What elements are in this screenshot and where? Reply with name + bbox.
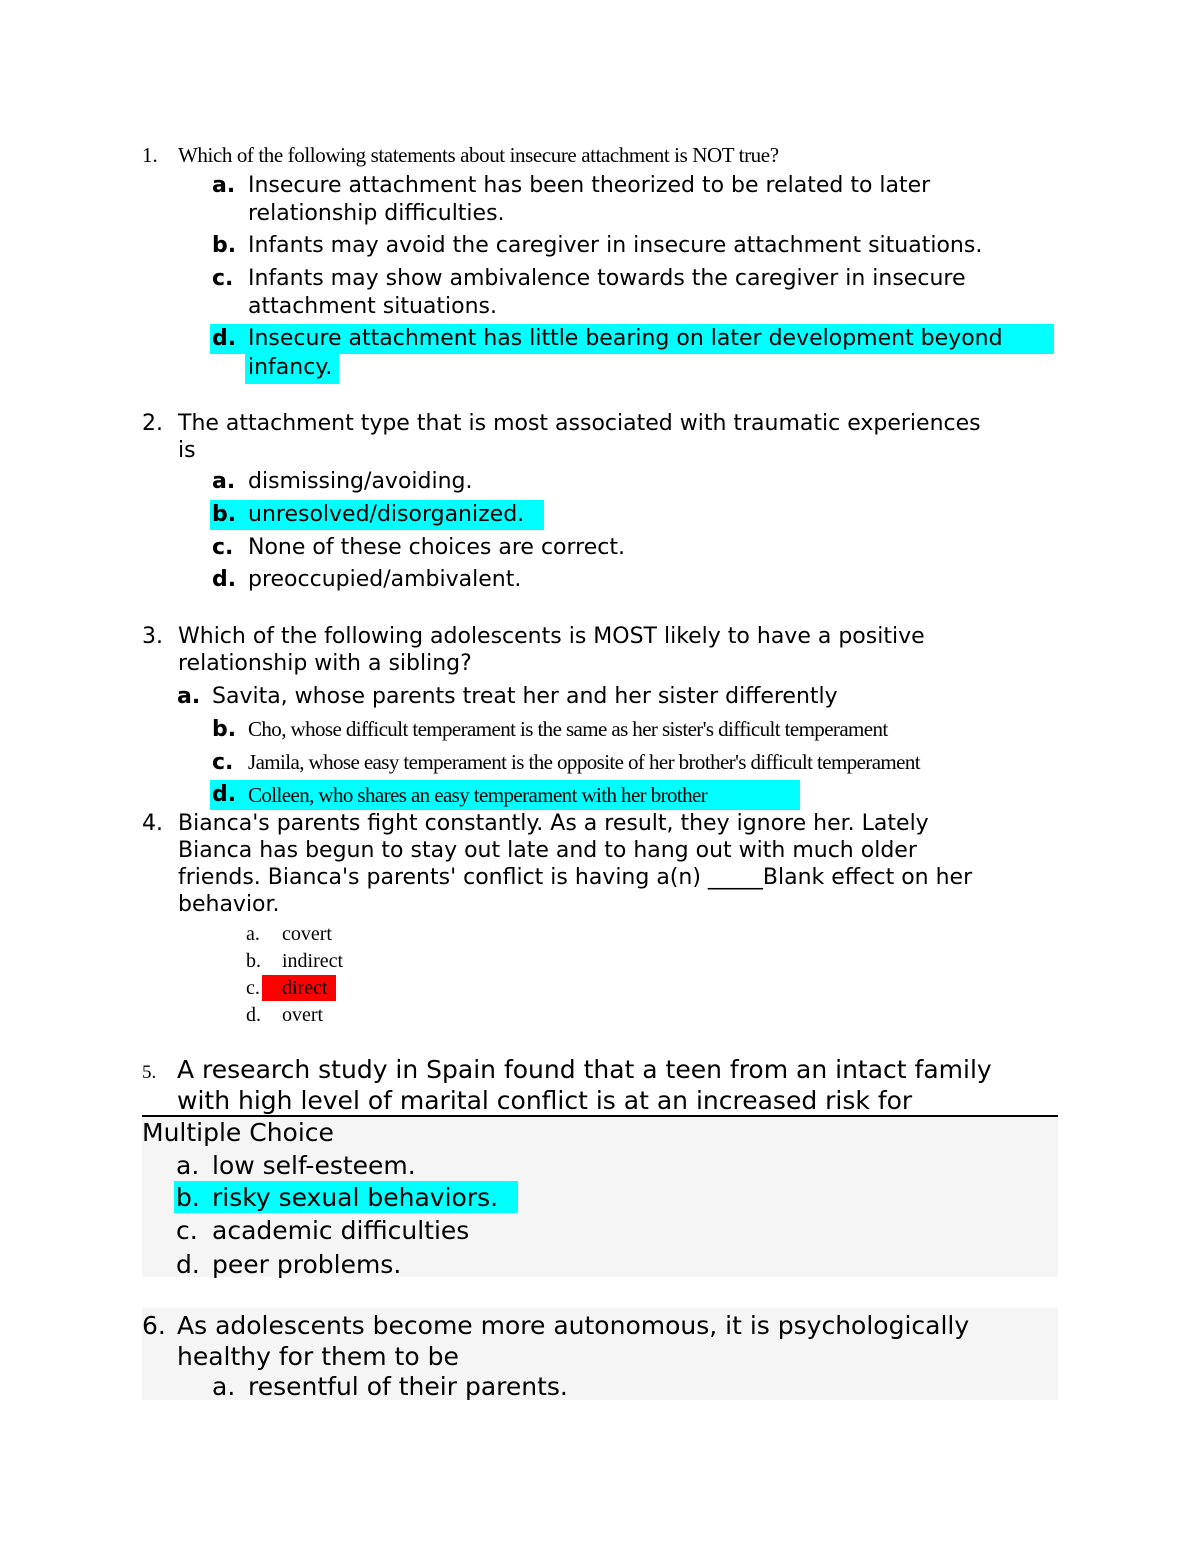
q3-option-d-letter: d. (212, 782, 237, 807)
q4-option-c-text: direct (282, 977, 328, 999)
q1-option-b-letter: b. (212, 233, 237, 258)
q4-option-b-letter: b. (246, 950, 261, 972)
question-4-number: 4. (142, 811, 163, 836)
q5-option-c-letter: c. (176, 1216, 198, 1245)
question-6-line-2: healthy for them to be (177, 1342, 459, 1371)
multiple-choice-label: Multiple Choice (142, 1118, 334, 1147)
q5-option-c-text: academic difficulties (212, 1216, 470, 1245)
question-1-number: 1. (142, 143, 158, 167)
q6-option-a-text: resentful of their parents. (248, 1372, 568, 1401)
q2-option-d-letter: d. (212, 567, 237, 592)
q4-option-b-text: indirect (282, 950, 344, 972)
question-2-line-1: The attachment type that is most associated with traumatic experiences (178, 411, 981, 436)
q5-option-b-letter: b. (176, 1183, 200, 1212)
q2-option-c-text: None of these choices are correct. (248, 535, 625, 560)
question-5-number: 5. (142, 1062, 157, 1083)
question-6-line-1: As adolescents become more autonomous, it is psychologically (177, 1311, 970, 1340)
question-6-number: 6. (142, 1311, 166, 1340)
question-4-line-2: Bianca has begun to stay out late and to hang out with much older (178, 838, 917, 863)
q4-option-d-letter: d. (246, 1004, 261, 1026)
q3-option-a-text: Savita, whose parents treat her and her sister differently (212, 684, 838, 709)
question-3-line-1: Which of the following adolescents is MOST likely to have a positive (178, 624, 925, 649)
question-4-line-4: behavior. (178, 892, 280, 917)
question-4-line-3: friends. Bianca's parents' conflict is having a(n) _____Blank effect on her (178, 865, 973, 890)
question-2-line-2: is (178, 438, 196, 463)
question-2-number: 2. (142, 411, 163, 436)
q3-option-c-text: Jamila, whose easy temperament is the opposite of her brother's difficult temperament (248, 750, 921, 774)
q3-option-d-text: Colleen, who shares an easy temperament with her brother (248, 783, 708, 807)
q1-option-c-line-2: attachment situations. (248, 294, 498, 319)
q5-option-d-letter: d. (176, 1250, 200, 1279)
q5-option-d-text: peer problems. (212, 1250, 402, 1279)
q1-option-b-text: Infants may avoid the caregiver in insecure attachment situations. (248, 233, 983, 258)
q1-option-d-line-2: infancy. (248, 355, 333, 380)
q4-option-a-text: covert (282, 923, 332, 945)
q3-option-b-text: Cho, whose difficult temperament is the same as her sister's difficult temperament (248, 717, 888, 741)
q4-option-c-letter: c. (246, 977, 260, 999)
q2-option-a-letter: a. (212, 469, 236, 494)
q5-option-a-text: low self-esteem. (212, 1151, 416, 1180)
q1-option-c-letter: c. (212, 266, 234, 291)
question-1-text: Which of the following statements about insecure attachment is NOT true? (178, 143, 779, 167)
q3-option-c-letter: c. (212, 750, 234, 775)
q2-option-d-text: preoccupied/ambivalent. (248, 567, 522, 592)
q5-option-b-text: risky sexual behaviors. (212, 1183, 499, 1212)
q3-option-a-letter: a. (177, 684, 201, 709)
question-3-number: 3. (142, 624, 163, 649)
q2-option-c-letter: c. (212, 535, 234, 560)
question-4-line-1: Bianca's parents fight constantly. As a result, they ignore her. Lately (178, 811, 929, 836)
q1-option-a-line-2: relationship difficulties. (248, 201, 505, 226)
q1-option-c-line-1: Infants may show ambivalence towards the caregiver in insecure (248, 266, 966, 291)
q2-option-b-letter: b. (212, 502, 237, 527)
q5-option-a-letter: a. (176, 1151, 200, 1180)
q4-option-d-text: overt (282, 1004, 324, 1026)
q2-option-b-text: unresolved/disorganized. (248, 502, 525, 527)
q1-option-d-line-1: Insecure attachment has little bearing on later development beyond (248, 326, 1003, 351)
q4-option-a-letter: a. (246, 923, 260, 945)
q1-option-a-letter: a. (212, 173, 236, 198)
q2-option-a-text: dismissing/avoiding. (248, 469, 473, 494)
q3-option-b-letter: b. (212, 717, 237, 742)
question-5-line-1: A research study in Spain found that a teen from an intact family (177, 1055, 992, 1084)
q1-option-d-letter: d. (212, 326, 237, 351)
q1-option-a-line-1: Insecure attachment has been theorized to be related to later (248, 173, 931, 198)
q6-option-a-letter: a. (212, 1372, 236, 1401)
question-3-line-2: relationship with a sibling? (178, 651, 472, 676)
question-5-line-2: with high level of marital conflict is at an increased risk for (177, 1086, 913, 1115)
